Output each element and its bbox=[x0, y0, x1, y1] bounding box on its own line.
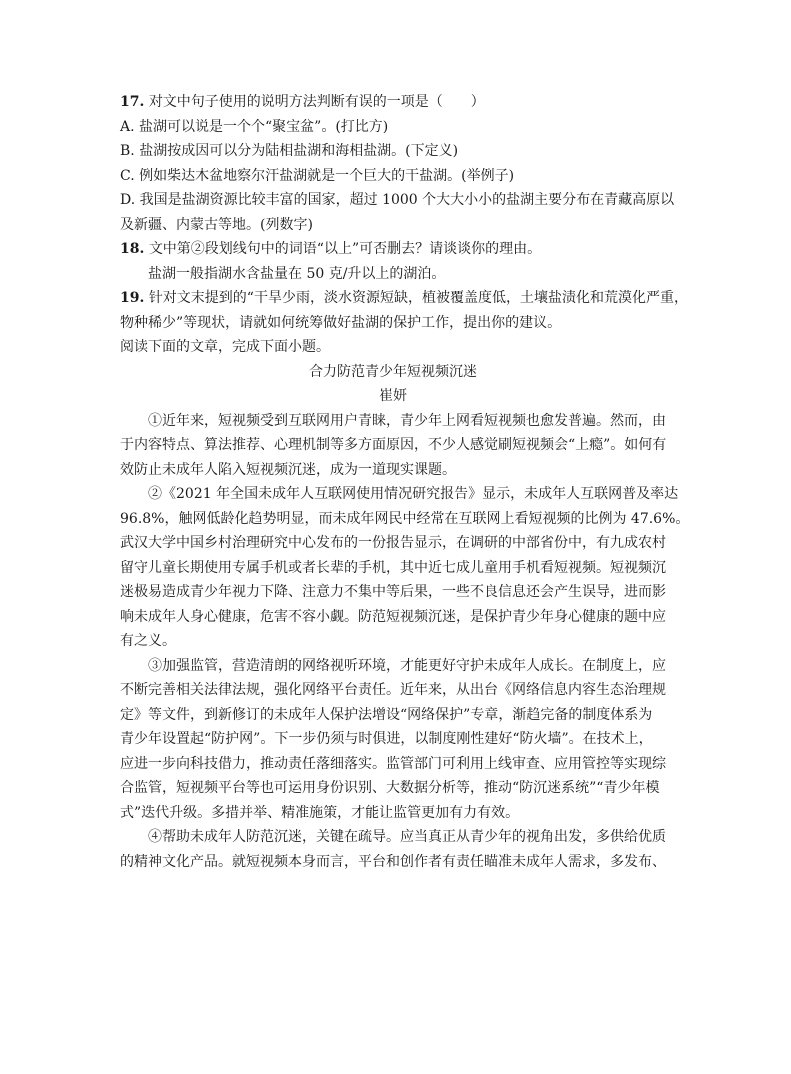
paragraph-line: 合监管，短视频平台等也可运用身份识别、大数据分析等，推动“防沉迷系统”“青少年模 bbox=[120, 780, 660, 796]
question-18 bbox=[120, 237, 666, 286]
paragraph-line: ④帮助未成年人防范沉迷，关键在疏导。应当真正从青少年的视角出发，多供给优质 bbox=[148, 829, 666, 845]
paragraph-line: 有之义。 bbox=[120, 633, 176, 649]
article-paragraph-1 bbox=[120, 409, 666, 483]
question-19-line-1: 19. 针对文末提到的“干旱少雨，淡水资源短缺，植被覆盖度低，土壤盐渍化和荒漠化严重， bbox=[120, 290, 688, 306]
paragraph-line: 的精神文化产品。就短视频本身而言，平台和创作者有责任瞄准未成年人需求，多发布、 bbox=[120, 853, 666, 870]
article-author: 崔妍 bbox=[379, 388, 407, 404]
article-paragraph-4 bbox=[120, 825, 666, 874]
paragraph-line: 青少年设置起“防护网”。下一步仍须与时俱进，以制度刚性建好“防火墙”。在技术上， bbox=[120, 731, 653, 747]
question-17 bbox=[120, 90, 675, 237]
paragraph-line: 式”迭代升级。多措并举、精准施策，才能让监管更加有力有效。 bbox=[120, 804, 520, 821]
question-17-option-d-cont: 及新疆、内蒙古等地。(列数字) bbox=[120, 216, 313, 233]
paragraph-line: 不断完善相关法律法规，强化网络平台责任。近年来，从出台《网络信息内容生态治理规 bbox=[120, 682, 666, 698]
article-title: 合力防范青少年短视频沉迷 bbox=[309, 363, 477, 380]
paragraph-line: 效防止未成年人陷入短视频沉迷，成为一道现实课题。 bbox=[120, 461, 456, 478]
paragraph-line: 定》等文件，到新修订的未成年人保护法增设“网络保护”专章，渐趋完备的制度体系为 bbox=[120, 706, 653, 723]
question-19 bbox=[120, 286, 688, 335]
paragraph-line: ③加强监管，营造清朗的网络视听环境，才能更好守护未成年人成长。在制度上，应 bbox=[148, 657, 666, 674]
question-17-stem: 17. 对文中句子使用的说明方法判断有误的一项是（ ） bbox=[120, 94, 485, 110]
question-17-option-d: D. 我国是盐湖资源比较丰富的国家，超过 1000 个大大小小的盐湖主要分布在青藏高原以 bbox=[120, 192, 675, 208]
paragraph-line: 96.8%，触网低龄化趋势明显，而未成年网民中经常在互联网上看短视频的比例为 47.6%。 bbox=[120, 510, 690, 527]
paragraph-line: 迷极易造成青少年视力下降、注意力不集中等后果，一些不良信息还会产生误导，进而影 bbox=[120, 584, 666, 600]
document-page bbox=[120, 90, 690, 874]
paragraph-line: 武汉大学中国乡村治理研究中心发布的一份报告显示，在调研的中部省份中，有九成农村 bbox=[120, 535, 666, 551]
question-19-line-2: 物种稀少”等现状，请就如何统筹做好盐湖的保护工作，提出你的建议。 bbox=[120, 314, 562, 331]
question-17-option-a: A. 盐湖可以说是一个个“聚宝盆”。(打比方) bbox=[120, 118, 389, 135]
paragraph-line: ①近年来，短视频受到互联网用户青睐，青少年上网看短视频也愈发普遍。然而，由 bbox=[148, 412, 666, 429]
paragraph-line: 留守儿童长期使用专属手机或者长辈的手机，其中近七成儿童用手机看短视频。短视频沉 bbox=[120, 559, 666, 576]
article-paragraph-3 bbox=[120, 654, 666, 826]
question-17-option-b: B. 盐湖按成因可以分为陆相盐湖和海相盐湖。(下定义) bbox=[120, 143, 459, 159]
paragraph-line: ②《2021 年全国未成年人互联网使用情况研究报告》显示，未成年人互联网普及率达 bbox=[148, 486, 679, 502]
question-17-option-c: C. 例如柴达木盆地察尔汗盐湖就是一个巨大的干盐湖。(举例子) bbox=[120, 167, 515, 184]
question-18-stem: 18. 文中第②段划线句中的词语“以上”可否删去？请谈谈你的理由。 bbox=[120, 241, 542, 257]
paragraph-line: 响未成年人身心健康，危害不容小觑。防范短视频沉迷，是保护青少年身心健康的题中应 bbox=[120, 608, 666, 625]
paragraph-line: 应进一步向科技借力，推动责任落细落实。监管部门可利用上线审查、应用管控等实现综 bbox=[120, 755, 666, 772]
paragraph-line: 于内容特点、算法推荐、心理机制等多方面原因，不少人感觉刷短视频会“上瘾”。如何有 bbox=[120, 437, 667, 453]
reading-instruction: 阅读下面的文章，完成下面小题。 bbox=[120, 339, 330, 355]
article-paragraph-2 bbox=[120, 482, 690, 654]
question-18-quote: 盐湖一般指湖水含盐量在 50 克/升以上的湖泊。 bbox=[148, 265, 446, 282]
